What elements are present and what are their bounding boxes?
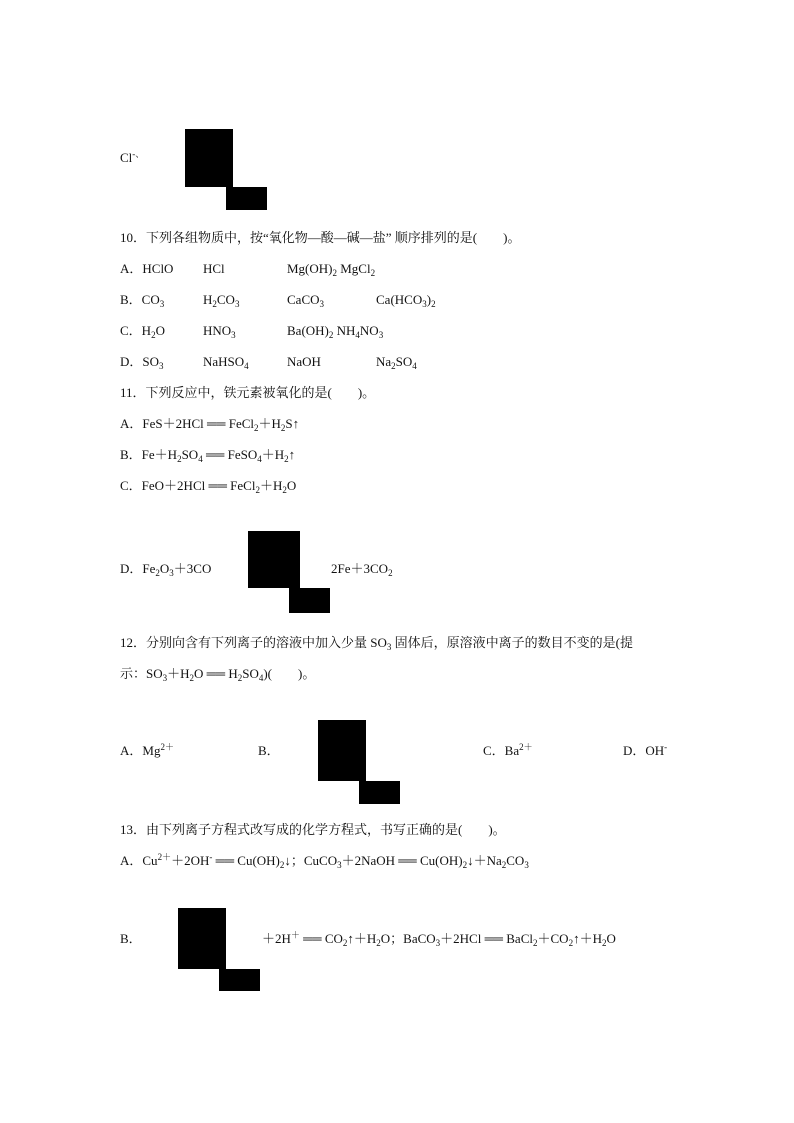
q10-option-b[interactable]: B．$CO_3$ $H_2CO_3$ CaCO$_3$ $Ca(HCO_3)_2$ [120,292,436,309]
question-13-stem: 13．由下列离子方程式改写成的化学方程式，书写正确的是( )。 [120,822,506,837]
redacted-image [289,588,330,613]
q13-option-a[interactable]: A．$Cu^{2+}+2OH^-$ ══ $Cu(OH)_2↓$；CuCO$_3$＋2NaOH ══ $Cu(OH)_2↓+Na_2CO_3$ [120,852,529,870]
redacted-image [178,908,226,969]
q10-option-c[interactable]: C．$H_2O$ $HNO_3$ $Ba(OH)_2$ $NH_4NO_3$ [120,323,384,340]
q12-option-d[interactable]: D．OH- [623,742,668,758]
fragment-chloride: Cl-、 [120,149,145,165]
q12-option-a[interactable]: A．$Mg^{2+}$ [120,742,174,758]
q11-option-b[interactable]: B．$Fe+H_2SO_4$ ══ $FeSO_4+H_2↑$ [120,447,296,464]
question-12-stem-line1: 12．分别向含有下列离子的溶液中加入少量 $SO_3$ 固体后，原溶液中离子的数目不变的是(提 [120,635,633,652]
q11-option-a[interactable]: A．FeS＋2HCl ══ $FeCl_2+H_2S↑$ [120,416,300,433]
question-12-stem-line2: 示：$SO_3+H_2O$ ══ $H_2SO_4$)( )。 [120,666,316,683]
question-10-stem: 10．下列各组物质中，按“氧化物—酸—碱—盐” 顺序排列的是( )。 [120,230,521,245]
q10-option-a[interactable]: A．HClO HCl $Mg(OH)_2$ MgCl$_2$ [120,261,376,278]
q11-option-c[interactable]: C．FeO＋2HCl ══ $FeCl_2+H_2O$ [120,478,297,495]
redacted-image [248,531,300,588]
q11-option-d-product: $2Fe+3CO_2$ [331,561,393,578]
redacted-image [185,129,233,187]
q13-option-b[interactable]: ＋2H＋ ══ $CO_2↑+H_2O$；BaCO$_3$＋2HCl ══ $BaCl_2+CO_2↑+H_2O$ [262,930,616,948]
q12-option-c[interactable]: C．$Ba^{2+}$ [483,742,533,758]
q12-option-b[interactable]: B． [258,743,280,758]
redacted-image [318,720,366,781]
q13-option-b-label[interactable]: B． [120,931,142,946]
redacted-image [359,781,400,804]
q10-option-d[interactable]: D．$SO_3$ NaHSO$_4$ NaOH $Na_2SO_4$ [120,354,417,371]
q11-option-d[interactable]: D．$Fe_2O_3+3CO$ [120,561,212,578]
redacted-image [219,969,260,991]
question-11-stem: 11．下列反应中，铁元素被氧化的是( )。 [120,385,376,400]
redacted-image [226,187,267,210]
